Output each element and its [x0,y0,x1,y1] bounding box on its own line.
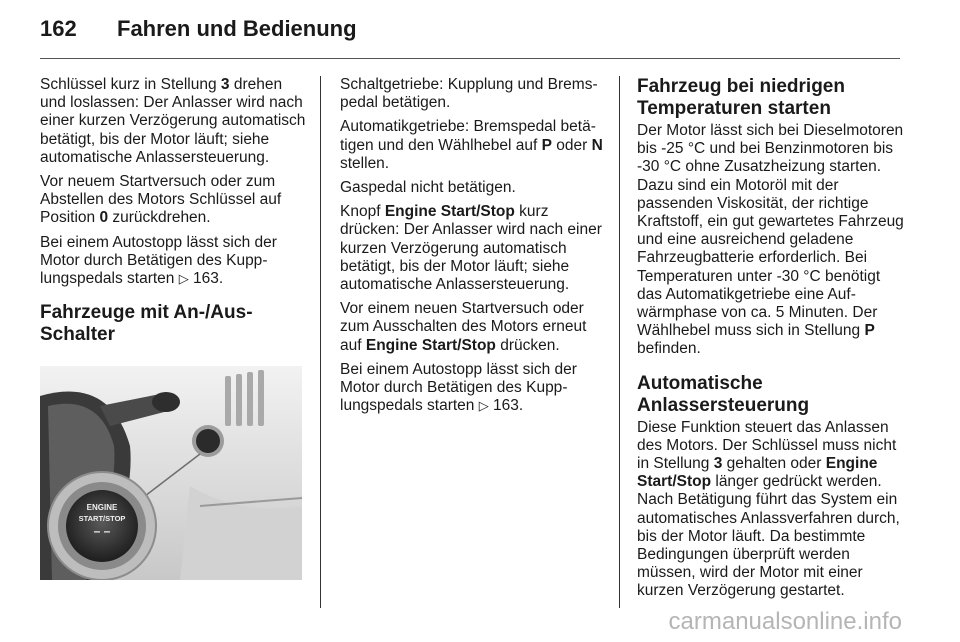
watermark: carmanualsonline.info [668,608,902,635]
page-reference[interactable]: 163. [193,270,224,288]
header-rule [40,58,900,59]
engine-start-stop-illustration [40,366,302,580]
paragraph: Diese Funktion steuert das Anlassen des Motors. Der Schlüssel muss nicht in Stellung 3 gehalten oder Engine Start/Stop länger gedrückt werden. Nach Betätigung führt das System ein automatisches Anlassverfahren durch, bis der Motor läuft. Da bestimmte Bedingungen überprüft werden müssen, wird der Motor mit einer kurzen Verzögerung gestartet. [637,418,900,600]
arrow-right-icon: ▷ [178,271,189,287]
section-heading: Fahrzeuge mit An-/Aus-Schalter [40,302,253,346]
paragraph: Gaspedal nicht betätigen. [340,179,516,197]
paragraph: Vor einem neuen Startversuch oder zum Ausschalten des Motors erneut auf Engine Start/Stop drücken. [340,300,587,354]
section-heading: Fahrzeug bei niedrigen Temperaturen starten [637,76,845,119]
paragraph: Der Motor lässt sich bei Dieselmotoren bis -25 °C und bei Benzinmotoren bis -30 °C ohne Zusatzheizung starten. Dazu sind ein Motoröl mit der passenden Viskosität, der richtige Kraftstoff, ein gut gewartetes Fahrzeug und eine ausreichend geladene Fahrzeugbatterie erforderlich. Bei Temperaturen unter -30 °C benötigt das Automatikgetriebe eine Aufwärmphase von ca. 5 Minuten. Der Wählhebel muss sich in Stellung P befinden. [637,122,904,358]
column-divider [320,76,321,608]
page-title: Fahren und Bedienung [117,16,357,41]
arrow-right-icon: ▷ [478,398,489,414]
page-number: 162 [40,16,77,41]
page-reference[interactable]: 163. [493,397,524,415]
start-stop-button-label: ENGINE START/STOP – – [78,503,126,538]
paragraph: Schaltgetriebe: Kupplung und Bremspedal betätigen. [340,76,598,112]
column-2 [340,76,608,421]
paragraph: Bei einem Autostopp lässt sich der Motor durch Betätigen des Kupplungspedals starten ▷ 163. [340,360,577,415]
section-heading: Automatische Anlassersteuerung [637,372,810,416]
paragraph: Vor neuem Startversuch oder zum Abstellen des Motors Schlüssel auf Position 0 zurückdrehen. [40,173,282,227]
paragraph: Automatikgetriebe: Bremspedal betätigen und den Wählhebel auf P oder N stellen. [340,118,603,172]
column-3 [637,76,905,607]
paragraph: Schlüssel kurz in Stellung 3 drehen und loslassen: Der Anlasser wird nach einer kurzen Verzögerung automatisch betätigt, bis der Motor läuft; siehe automatische Anlassersteuerung. [40,76,306,166]
column-1 [40,76,308,352]
paragraph: Knopf Engine Start/Stop kurz drücken: Der Anlasser wird nach einer kurzen Verzögerung automatisch betätigt, bis der Motor läuft; siehe automatische Anlassersteuerung. [340,203,602,294]
page-header [40,16,900,56]
paragraph: Bei einem Autostopp lässt sich der Motor durch Betätigen des Kupplungspedals starten ▷ 163. [40,233,277,288]
illustration-svg [40,366,302,580]
column-divider [619,76,620,608]
